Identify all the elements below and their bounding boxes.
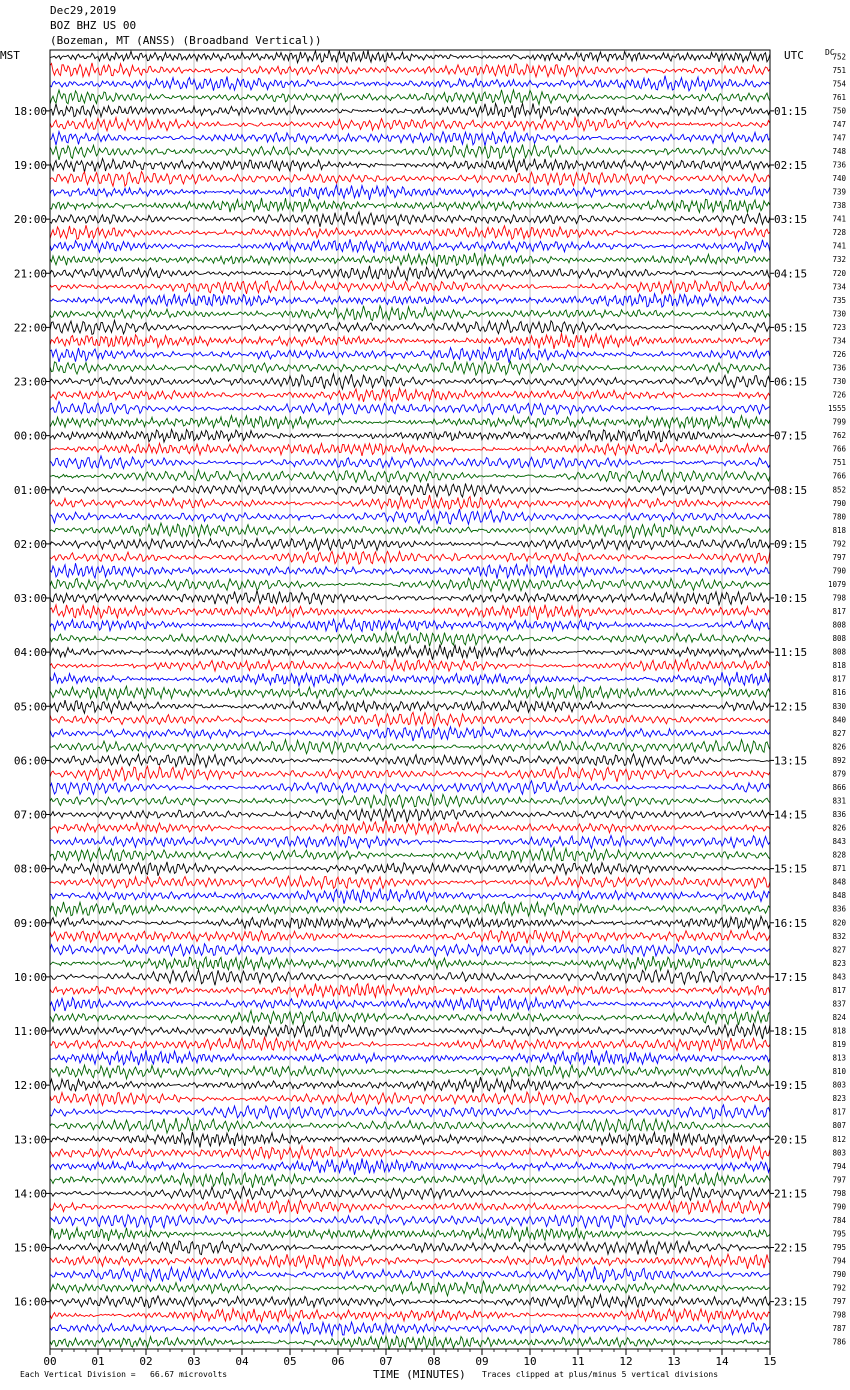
seismic-trace bbox=[50, 1118, 770, 1133]
dc-offset-label: 871 bbox=[832, 864, 846, 874]
seismic-trace bbox=[50, 1132, 770, 1148]
seismic-trace bbox=[50, 551, 770, 564]
dc-offset-label: 828 bbox=[832, 850, 846, 860]
right-time-label: 10:15 bbox=[774, 592, 808, 606]
dc-offset-label: 786 bbox=[832, 1337, 846, 1347]
seismic-trace bbox=[50, 984, 770, 998]
seismic-trace bbox=[50, 159, 770, 173]
dc-offset-label: 797 bbox=[832, 552, 846, 562]
seismic-trace bbox=[50, 374, 770, 389]
right-time-label: 14:15 bbox=[774, 808, 808, 822]
seismic-trace bbox=[50, 659, 770, 671]
left-time-label: 15:00 bbox=[13, 1241, 47, 1255]
dc-offset-label: 794 bbox=[832, 1256, 846, 1266]
seismic-trace bbox=[50, 361, 770, 375]
seismic-trace bbox=[50, 930, 770, 943]
dc-offset-label: 832 bbox=[832, 931, 846, 941]
seismic-trace bbox=[50, 578, 770, 591]
dc-offset-label: 795 bbox=[832, 1229, 846, 1239]
seismic-trace bbox=[50, 63, 770, 77]
seismic-trace bbox=[50, 563, 770, 578]
dc-offset-label: 790 bbox=[832, 1202, 846, 1212]
seismic-trace bbox=[50, 172, 770, 187]
dc-offset-label: 798 bbox=[832, 1188, 846, 1198]
dc-offset-label: 750 bbox=[832, 106, 846, 116]
right-time-label: 16:15 bbox=[774, 916, 808, 930]
seismic-trace bbox=[50, 1215, 770, 1229]
dc-offset-label: 824 bbox=[832, 1012, 846, 1022]
left-time-label: 04:00 bbox=[13, 646, 47, 660]
left-time-label: 09:00 bbox=[13, 916, 47, 930]
dc-offset-label: 752 bbox=[832, 52, 846, 62]
right-time-label: 22:15 bbox=[774, 1241, 808, 1255]
seismic-trace bbox=[50, 333, 770, 349]
seismic-trace bbox=[50, 1065, 770, 1079]
clip-text: Traces clipped at plus/minus 5 vertical divisions bbox=[482, 1370, 719, 1379]
dc-offset-label: 798 bbox=[832, 1310, 846, 1320]
dc-offset-label: 792 bbox=[832, 539, 846, 549]
dc-offset-label: 790 bbox=[832, 1270, 846, 1280]
seismic-trace bbox=[50, 495, 770, 509]
dc-offset-label: 848 bbox=[832, 877, 846, 887]
left-time-label: 13:00 bbox=[13, 1133, 47, 1147]
dc-offset-label: 803 bbox=[832, 1080, 846, 1090]
seismic-trace bbox=[50, 456, 770, 469]
x-tick-label: 11 bbox=[571, 1355, 585, 1368]
dc-offset-label: 787 bbox=[832, 1324, 846, 1334]
seismic-trace bbox=[50, 538, 770, 550]
seismic-trace bbox=[50, 90, 770, 105]
x-tick-label: 06 bbox=[331, 1355, 345, 1368]
dc-offset-label: 794 bbox=[832, 1161, 846, 1171]
right-time-label: 06:15 bbox=[774, 375, 808, 389]
left-zone-label: MST bbox=[0, 49, 20, 62]
dc-offset-label: 816 bbox=[832, 688, 846, 698]
seismic-trace bbox=[50, 280, 770, 293]
dc-offset-label: 837 bbox=[832, 999, 846, 1009]
dc-offset-label: 823 bbox=[832, 1094, 846, 1104]
seismic-trace bbox=[50, 1173, 770, 1188]
left-time-label: 20:00 bbox=[13, 213, 47, 227]
seismic-trace bbox=[50, 225, 770, 239]
x-tick-label: 10 bbox=[523, 1355, 537, 1368]
right-time-label: 12:15 bbox=[774, 700, 808, 714]
seismic-trace bbox=[50, 1146, 770, 1160]
seismic-trace bbox=[50, 470, 770, 483]
dc-offset-label: 848 bbox=[832, 891, 846, 901]
seismic-trace bbox=[50, 956, 770, 970]
dc-offset-label: 813 bbox=[832, 1053, 846, 1063]
left-time-label: 11:00 bbox=[13, 1025, 47, 1039]
right-time-label: 19:15 bbox=[774, 1079, 808, 1093]
seismic-trace bbox=[50, 1092, 770, 1105]
seismic-trace bbox=[50, 320, 770, 334]
dc-offset-label: 766 bbox=[832, 444, 846, 454]
header-date: Dec29,2019 bbox=[50, 4, 117, 17]
x-tick-label: 09 bbox=[475, 1355, 489, 1368]
x-tick-label: 15 bbox=[763, 1355, 777, 1368]
seismic-trace bbox=[50, 1199, 770, 1214]
x-tick-label: 01 bbox=[91, 1355, 105, 1368]
right-time-label: 03:15 bbox=[774, 213, 808, 227]
seismic-trace bbox=[50, 944, 770, 956]
seismic-trace bbox=[50, 820, 770, 834]
left-time-label: 08:00 bbox=[13, 862, 47, 876]
dc-offset-label: 792 bbox=[832, 1283, 846, 1293]
seismic-trace bbox=[50, 672, 770, 686]
dc-offset-label: 818 bbox=[832, 1026, 846, 1036]
seismic-trace bbox=[50, 1024, 770, 1039]
seismic-trace bbox=[50, 686, 770, 700]
header-location: (Bozeman, MT (ANSS) (Broadband Vertical)) bbox=[50, 34, 322, 47]
x-tick-label: 04 bbox=[235, 1355, 249, 1368]
dc-offset-label: 818 bbox=[832, 525, 846, 535]
dc-offset-label: 812 bbox=[832, 1134, 846, 1144]
seismic-trace bbox=[50, 1158, 770, 1174]
dc-offset-label: 817 bbox=[832, 674, 846, 684]
dc-offset-label: 730 bbox=[832, 309, 846, 319]
seismic-trace bbox=[50, 266, 770, 281]
seismic-trace bbox=[50, 619, 770, 632]
seismic-trace bbox=[50, 253, 770, 267]
left-time-label: 07:00 bbox=[13, 808, 47, 822]
seismic-trace bbox=[50, 50, 770, 63]
seismic-trace bbox=[50, 1105, 770, 1119]
dc-offset-label: 790 bbox=[832, 498, 846, 508]
dc-offset-label: 797 bbox=[832, 1175, 846, 1185]
dc-offset-label: 740 bbox=[832, 174, 846, 184]
header-station: BOZ BHZ US 00 bbox=[50, 19, 137, 32]
right-time-label: 07:15 bbox=[774, 429, 808, 443]
dc-offset-label: 818 bbox=[832, 661, 846, 671]
seismic-trace bbox=[50, 416, 770, 429]
dc-offset-label: 827 bbox=[832, 728, 846, 738]
seismic-trace bbox=[50, 117, 770, 130]
left-time-label: 12:00 bbox=[13, 1079, 47, 1093]
dc-offset-label: 817 bbox=[832, 985, 846, 995]
seismic-trace bbox=[50, 1241, 770, 1255]
dc-offset-label: 798 bbox=[832, 593, 846, 603]
dc-offset-label: 879 bbox=[832, 769, 846, 779]
dc-offset-label: 754 bbox=[832, 79, 846, 89]
dc-offset-label: 817 bbox=[832, 1107, 846, 1117]
left-time-label: 14:00 bbox=[13, 1187, 47, 1201]
left-time-label: 22:00 bbox=[13, 321, 47, 335]
right-time-label: 17:15 bbox=[774, 970, 808, 984]
seismic-trace bbox=[50, 1267, 770, 1282]
left-time-label: 05:00 bbox=[13, 700, 47, 714]
dc-offset-label: 730 bbox=[832, 377, 846, 387]
x-tick-label: 03 bbox=[187, 1355, 201, 1368]
dc-offset-label: 734 bbox=[832, 336, 846, 346]
seismic-trace bbox=[50, 700, 770, 713]
dc-offset-label: 817 bbox=[832, 607, 846, 617]
seismic-trace bbox=[50, 605, 770, 620]
seismic-trace bbox=[50, 644, 770, 659]
dc-offset-label: 747 bbox=[832, 133, 846, 143]
seismic-trace bbox=[50, 443, 770, 456]
right-time-label: 21:15 bbox=[774, 1187, 808, 1201]
left-time-label: 19:00 bbox=[13, 159, 47, 173]
dc-offset-label: 808 bbox=[832, 634, 846, 644]
left-time-label: 16:00 bbox=[13, 1295, 47, 1309]
seismic-trace bbox=[50, 632, 770, 647]
right-time-label: 18:15 bbox=[774, 1025, 808, 1039]
seismic-trace bbox=[50, 483, 770, 497]
dc-offset-label: 803 bbox=[832, 1148, 846, 1158]
dc-offset-label: 720 bbox=[832, 268, 846, 278]
dc-offset-label: 820 bbox=[832, 918, 846, 928]
left-time-label: 02:00 bbox=[13, 537, 47, 551]
dc-offset-label: 748 bbox=[832, 146, 846, 156]
seismic-trace bbox=[50, 347, 770, 363]
scale-text: Each Vertical Division = 66.67 microvolts bbox=[20, 1370, 228, 1379]
x-tick-label: 00 bbox=[43, 1355, 57, 1368]
left-time-label: 06:00 bbox=[13, 754, 47, 768]
dc-offset-label: 795 bbox=[832, 1243, 846, 1253]
dc-offset-label: 751 bbox=[832, 458, 846, 468]
seismic-trace bbox=[50, 862, 770, 876]
right-zone-label: UTC bbox=[784, 49, 804, 62]
dc-offset-label: 734 bbox=[832, 282, 846, 292]
right-time-label: 13:15 bbox=[774, 754, 808, 768]
seismic-trace bbox=[50, 1227, 770, 1242]
seismic-trace bbox=[50, 754, 770, 767]
seismic-trace bbox=[50, 401, 770, 415]
dc-offset-label: 784 bbox=[832, 1215, 846, 1225]
dc-offset-label: 808 bbox=[832, 647, 846, 657]
dc-offset-label: 741 bbox=[832, 214, 846, 224]
seismic-trace bbox=[50, 388, 770, 402]
x-tick-label: 08 bbox=[427, 1355, 441, 1368]
x-axis-label: TIME (MINUTES) bbox=[373, 1368, 466, 1381]
x-tick-label: 05 bbox=[283, 1355, 297, 1368]
x-tick-label: 07 bbox=[379, 1355, 393, 1368]
dc-offset-label: 751 bbox=[832, 65, 846, 75]
dc-offset-label: 843 bbox=[832, 837, 846, 847]
right-time-label: 11:15 bbox=[774, 646, 808, 660]
dc-offset-label: 766 bbox=[832, 471, 846, 481]
seismic-trace bbox=[50, 198, 770, 213]
dc-offset-label: 892 bbox=[832, 755, 846, 765]
dc-offset-label: 810 bbox=[832, 1067, 846, 1077]
dc-offset-label: 836 bbox=[832, 810, 846, 820]
seismic-trace bbox=[50, 1322, 770, 1336]
seismic-trace bbox=[50, 712, 770, 726]
seismic-trace bbox=[50, 848, 770, 863]
dc-offset-label: 819 bbox=[832, 1040, 846, 1050]
dc-offset-label: 728 bbox=[832, 228, 846, 238]
x-tick-label: 12 bbox=[619, 1355, 633, 1368]
dc-offset-label: 762 bbox=[832, 431, 846, 441]
right-time-label: 01:15 bbox=[774, 104, 808, 118]
dc-offset-label: 726 bbox=[832, 390, 846, 400]
seismic-trace bbox=[50, 1011, 770, 1025]
left-time-label: 18:00 bbox=[13, 104, 47, 118]
right-time-label: 04:15 bbox=[774, 267, 808, 281]
seismic-trace bbox=[50, 970, 770, 986]
right-time-label: 02:15 bbox=[774, 159, 808, 173]
seismic-trace bbox=[50, 1295, 770, 1308]
left-time-label: 03:00 bbox=[13, 592, 47, 606]
seismic-trace bbox=[50, 1254, 770, 1269]
left-time-label: 10:00 bbox=[13, 970, 47, 984]
seismic-trace bbox=[50, 103, 770, 118]
seismic-trace bbox=[50, 835, 770, 848]
seismic-trace bbox=[50, 740, 770, 754]
seismic-trace bbox=[50, 429, 770, 442]
x-tick-label: 02 bbox=[139, 1355, 153, 1368]
seismic-trace bbox=[50, 1336, 770, 1350]
dc-offset-label: 735 bbox=[832, 295, 846, 305]
seismic-trace bbox=[50, 76, 770, 91]
x-tick-label: 14 bbox=[715, 1355, 729, 1368]
dc-offset-label: 852 bbox=[832, 485, 846, 495]
dc-offset-label: 1079 bbox=[827, 579, 846, 589]
seismic-trace bbox=[50, 1186, 770, 1200]
right-time-label: 05:15 bbox=[774, 321, 808, 335]
seismic-trace bbox=[50, 1077, 770, 1093]
dc-offset-label: 723 bbox=[832, 322, 846, 332]
dc-offset-label: 738 bbox=[832, 201, 846, 211]
dc-offset-label: 1555 bbox=[827, 404, 846, 414]
seismic-trace bbox=[50, 1309, 770, 1323]
seismic-trace bbox=[50, 794, 770, 809]
dc-offset-label: 808 bbox=[832, 620, 846, 630]
left-time-label: 01:00 bbox=[13, 483, 47, 497]
seismic-trace bbox=[50, 212, 770, 227]
dc-offset-label: 732 bbox=[832, 255, 846, 265]
x-tick-label: 13 bbox=[667, 1355, 681, 1368]
seismic-trace bbox=[50, 916, 770, 929]
dc-offset-label: 761 bbox=[832, 92, 846, 102]
left-time-label: 23:00 bbox=[13, 375, 47, 389]
dc-offset-label: 843 bbox=[832, 972, 846, 982]
dc-offset-label: 739 bbox=[832, 187, 846, 197]
dc-offset-label: 830 bbox=[832, 701, 846, 711]
dc-offset-label: 827 bbox=[832, 945, 846, 955]
left-time-label: 00:00 bbox=[13, 429, 47, 443]
seismic-trace bbox=[50, 1281, 770, 1296]
seismic-trace bbox=[50, 996, 770, 1011]
right-time-label: 23:15 bbox=[774, 1295, 808, 1309]
seismic-trace bbox=[50, 509, 770, 524]
dc-offset-label: 826 bbox=[832, 823, 846, 833]
seismic-trace bbox=[50, 809, 770, 822]
seismic-trace bbox=[50, 132, 770, 146]
dc-offset-label: 866 bbox=[832, 782, 846, 792]
seismic-trace bbox=[50, 766, 770, 781]
dc-offset-label: 823 bbox=[832, 958, 846, 968]
left-time-label: 21:00 bbox=[13, 267, 47, 281]
seismic-trace bbox=[50, 876, 770, 889]
dc-label: DC bbox=[825, 48, 835, 57]
seismic-trace bbox=[50, 781, 770, 795]
seismic-trace bbox=[50, 902, 770, 916]
seismic-trace bbox=[50, 1037, 770, 1050]
dc-offset-label: 741 bbox=[832, 241, 846, 251]
dc-offset-label: 831 bbox=[832, 796, 846, 806]
dc-offset-label: 736 bbox=[832, 160, 846, 170]
seismic-trace bbox=[50, 523, 770, 538]
seismic-trace bbox=[50, 145, 770, 160]
dc-offset-label: 826 bbox=[832, 742, 846, 752]
seismic-trace bbox=[50, 294, 770, 308]
dc-offset-label: 840 bbox=[832, 715, 846, 725]
dc-offset-label: 736 bbox=[832, 363, 846, 373]
seismic-trace bbox=[50, 239, 770, 253]
dc-offset-label: 799 bbox=[832, 417, 846, 427]
dc-offset-label: 807 bbox=[832, 1121, 846, 1131]
dc-offset-label: 747 bbox=[832, 119, 846, 129]
dc-offset-label: 797 bbox=[832, 1297, 846, 1307]
dc-offset-label: 790 bbox=[832, 566, 846, 576]
seismic-trace bbox=[50, 590, 770, 605]
right-time-label: 08:15 bbox=[774, 483, 808, 497]
seismic-trace bbox=[50, 889, 770, 904]
dc-offset-label: 726 bbox=[832, 349, 846, 359]
seismic-trace bbox=[50, 306, 770, 321]
right-time-label: 15:15 bbox=[774, 862, 808, 876]
right-time-label: 20:15 bbox=[774, 1133, 808, 1147]
dc-offset-label: 836 bbox=[832, 904, 846, 914]
seismic-trace bbox=[50, 1050, 770, 1066]
right-time-label: 09:15 bbox=[774, 537, 808, 551]
seismic-trace bbox=[50, 727, 770, 741]
seismic-trace bbox=[50, 185, 770, 200]
dc-offset-label: 780 bbox=[832, 512, 846, 522]
